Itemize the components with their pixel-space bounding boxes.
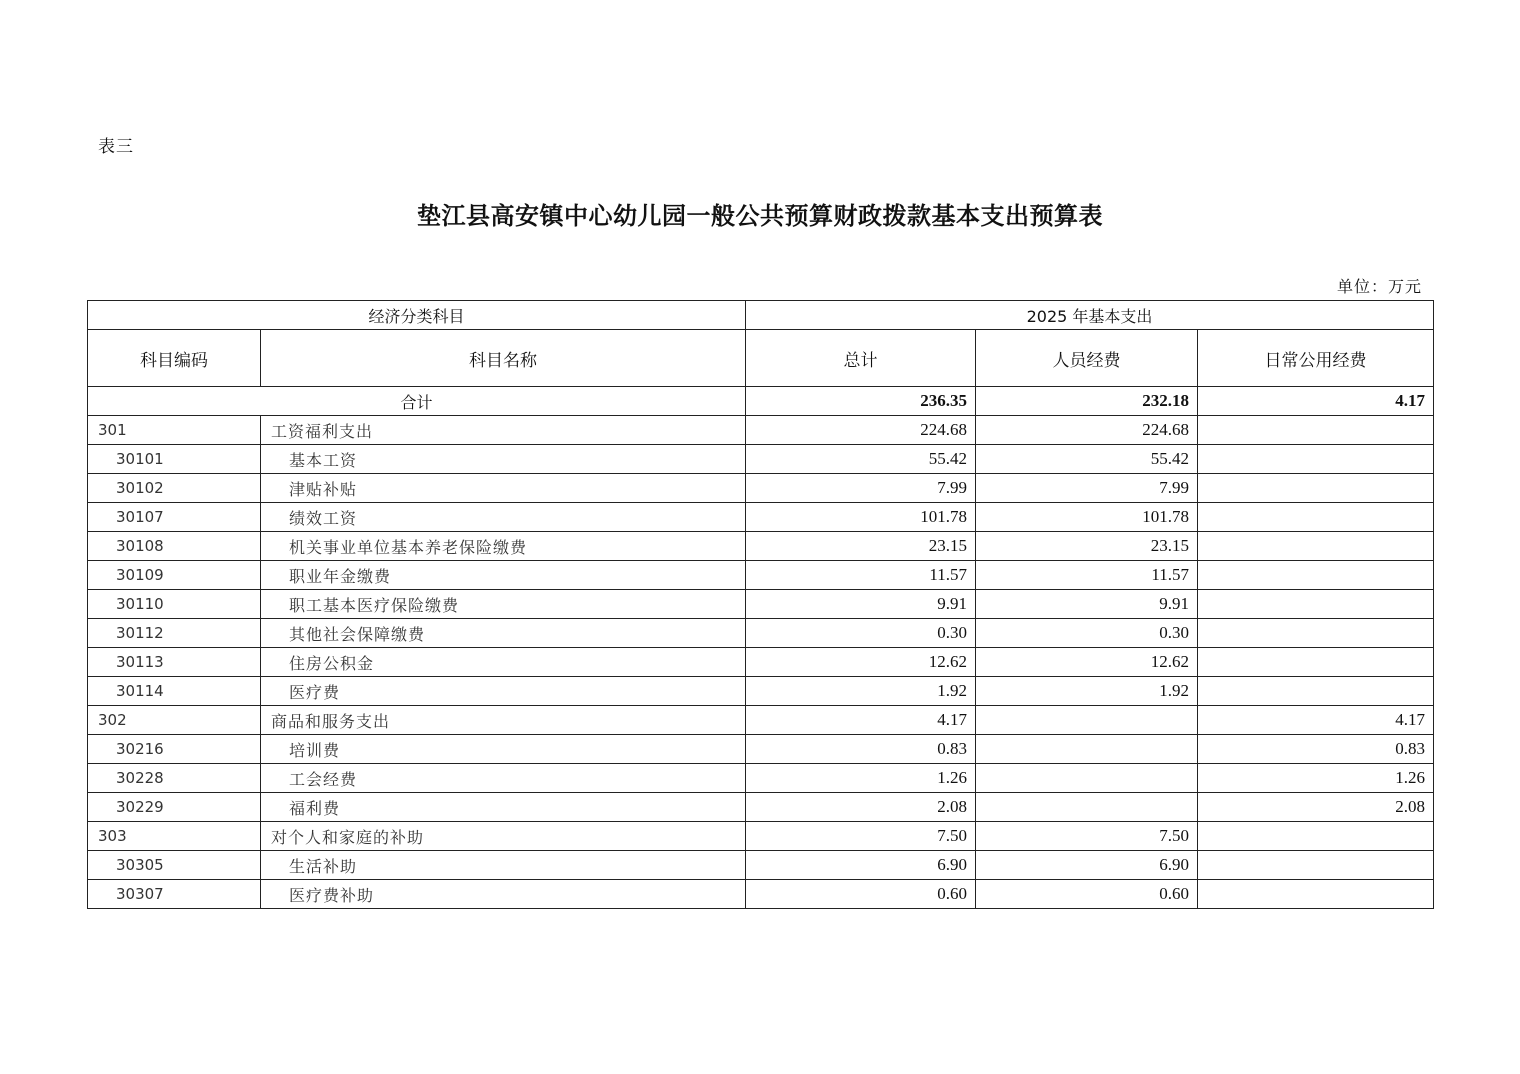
- row-public: [1198, 532, 1434, 561]
- row-code: 30228: [88, 764, 261, 793]
- header-name: 科目名称: [261, 330, 746, 387]
- row-public: [1198, 590, 1434, 619]
- row-total: 4.17: [746, 706, 976, 735]
- row-personnel: 55.42: [976, 445, 1198, 474]
- row-personnel: [976, 706, 1198, 735]
- row-personnel: 6.90: [976, 851, 1198, 880]
- row-personnel: 7.99: [976, 474, 1198, 503]
- table-row: [88, 561, 1434, 590]
- row-total: 55.42: [746, 445, 976, 474]
- row-personnel: 0.60: [976, 880, 1198, 909]
- row-personnel: 12.62: [976, 648, 1198, 677]
- row-public: [1198, 851, 1434, 880]
- row-code: 30101: [88, 445, 261, 474]
- page-title: 垫江县高安镇中心幼儿园一般公共预算财政拨款基本支出预算表: [417, 201, 1103, 230]
- table-row: [88, 503, 1434, 532]
- row-total: 23.15: [746, 532, 976, 561]
- row-code: 303: [88, 822, 261, 851]
- row-code: 30114: [88, 677, 261, 706]
- row-code: 30102: [88, 474, 261, 503]
- row-public: 4.17: [1198, 706, 1434, 735]
- row-public: [1198, 474, 1434, 503]
- row-public: [1198, 619, 1434, 648]
- row-name: 商品和服务支出: [261, 706, 746, 735]
- row-total: 7.99: [746, 474, 976, 503]
- row-code: 30112: [88, 619, 261, 648]
- row-public: [1198, 822, 1434, 851]
- row-name: 福利费: [261, 793, 746, 822]
- total-public: 4.17: [1198, 387, 1434, 416]
- row-total: 11.57: [746, 561, 976, 590]
- row-name: 培训费: [261, 735, 746, 764]
- header-public: 日常公用经费: [1198, 330, 1434, 387]
- row-personnel: 0.30: [976, 619, 1198, 648]
- header-row-group: [88, 301, 1434, 330]
- row-name: 机关事业单位基本养老保险缴费: [261, 532, 746, 561]
- row-public: [1198, 677, 1434, 706]
- row-code: 30216: [88, 735, 261, 764]
- row-code: 30110: [88, 590, 261, 619]
- row-public: 1.26: [1198, 764, 1434, 793]
- unit-label: 单位：万元: [1336, 277, 1422, 296]
- table-row: [88, 619, 1434, 648]
- row-name: 绩效工资: [261, 503, 746, 532]
- row-name: 基本工资: [261, 445, 746, 474]
- table-row: [88, 474, 1434, 503]
- header-total: 总计: [746, 330, 976, 387]
- table-row: [88, 764, 1434, 793]
- row-total: 7.50: [746, 822, 976, 851]
- row-code: 302: [88, 706, 261, 735]
- row-total: 0.30: [746, 619, 976, 648]
- table-row: [88, 648, 1434, 677]
- header-econ-category: 经济分类科目: [88, 301, 746, 330]
- row-name: 生活补助: [261, 851, 746, 880]
- row-total: 1.92: [746, 677, 976, 706]
- row-code: 30307: [88, 880, 261, 909]
- total-sum: 236.35: [746, 387, 976, 416]
- row-personnel: 23.15: [976, 532, 1198, 561]
- row-name: 津贴补贴: [261, 474, 746, 503]
- row-total: 0.83: [746, 735, 976, 764]
- row-public: [1198, 445, 1434, 474]
- row-name: 医疗费: [261, 677, 746, 706]
- row-total: 1.26: [746, 764, 976, 793]
- table-row: [88, 416, 1434, 445]
- total-row: [88, 387, 1434, 416]
- header-row-columns: [88, 330, 1434, 387]
- row-name: 其他社会保障缴费: [261, 619, 746, 648]
- row-name: 职工基本医疗保险缴费: [261, 590, 746, 619]
- table-row: [88, 880, 1434, 909]
- row-personnel: [976, 764, 1198, 793]
- row-public: [1198, 416, 1434, 445]
- row-personnel: 7.50: [976, 822, 1198, 851]
- row-personnel: 1.92: [976, 677, 1198, 706]
- row-public: [1198, 880, 1434, 909]
- row-personnel: 101.78: [976, 503, 1198, 532]
- table-row: [88, 532, 1434, 561]
- row-code: 30113: [88, 648, 261, 677]
- budget-table: [87, 300, 1434, 909]
- row-public: 2.08: [1198, 793, 1434, 822]
- total-personnel: 232.18: [976, 387, 1198, 416]
- row-personnel: 11.57: [976, 561, 1198, 590]
- row-name: 工会经费: [261, 764, 746, 793]
- table-row: [88, 822, 1434, 851]
- row-code: 30229: [88, 793, 261, 822]
- row-personnel: [976, 793, 1198, 822]
- table-row: [88, 851, 1434, 880]
- header-basic-expense: 2025 年基本支出: [746, 301, 1434, 330]
- row-name: 工资福利支出: [261, 416, 746, 445]
- row-code: 30107: [88, 503, 261, 532]
- row-personnel: 9.91: [976, 590, 1198, 619]
- row-name: 住房公积金: [261, 648, 746, 677]
- total-label: 合计: [88, 387, 746, 416]
- row-code: 301: [88, 416, 261, 445]
- row-personnel: [976, 735, 1198, 764]
- row-total: 224.68: [746, 416, 976, 445]
- table-row: [88, 590, 1434, 619]
- row-total: 0.60: [746, 880, 976, 909]
- row-total: 101.78: [746, 503, 976, 532]
- row-personnel: 224.68: [976, 416, 1198, 445]
- row-public: 0.83: [1198, 735, 1434, 764]
- row-code: 30305: [88, 851, 261, 880]
- table-row: [88, 706, 1434, 735]
- row-public: [1198, 561, 1434, 590]
- row-total: 6.90: [746, 851, 976, 880]
- row-name: 医疗费补助: [261, 880, 746, 909]
- row-name: 对个人和家庭的补助: [261, 822, 746, 851]
- table-number-label: 表三: [98, 137, 134, 157]
- row-code: 30109: [88, 561, 261, 590]
- row-total: 12.62: [746, 648, 976, 677]
- header-personnel: 人员经费: [976, 330, 1198, 387]
- table-row: [88, 445, 1434, 474]
- row-total: 9.91: [746, 590, 976, 619]
- row-name: 职业年金缴费: [261, 561, 746, 590]
- row-public: [1198, 503, 1434, 532]
- table-row: [88, 735, 1434, 764]
- table-row: [88, 793, 1434, 822]
- row-total: 2.08: [746, 793, 976, 822]
- row-code: 30108: [88, 532, 261, 561]
- table-row: [88, 677, 1434, 706]
- row-public: [1198, 648, 1434, 677]
- header-code: 科目编码: [88, 330, 261, 387]
